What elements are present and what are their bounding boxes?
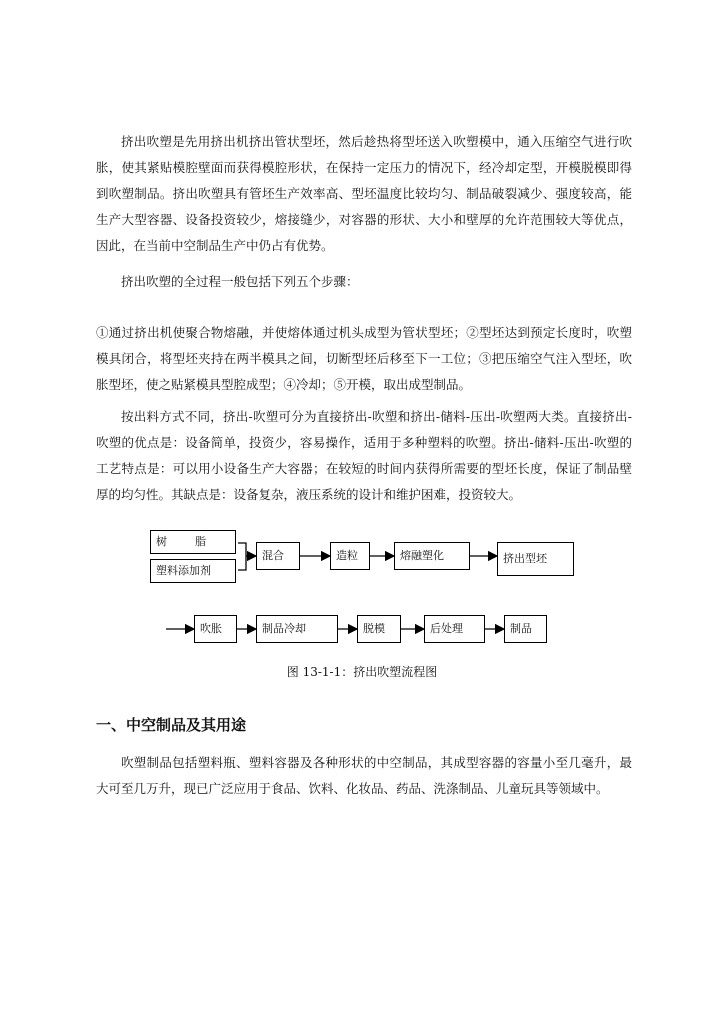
flow-input-additive: 塑料添加剂 [150,559,236,583]
figure-caption: 图 13-1-1：挤出吹塑流程图 [286,665,438,679]
flow-step-granulate: 造粒 [330,542,370,570]
paragraph-applications: 吹塑制品包括塑料瓶、塑料容器及各种形状的中空制品，其成型容器的容量小至几毫升，最大可至几万升，现已广泛应用于食品、饮料、化妆品、药品、洗涤制品、儿童玩具等领域中。 [96,755,632,796]
flow-step-cool: 制品冷却 [256,615,338,643]
flow-step-blow: 吹胀 [194,615,237,643]
flow-step-plasticize: 熔融塑化 [394,542,470,570]
paragraph-classification: 按出料方式不同，挤出-吹塑可分为直接挤出-吹塑和挤出-储料-压出-吹塑两大类。直接挤出-吹塑的优点是：设备简单，投资少，容易操作，适用于多种塑料的吹塑。挤出-储料-压出-吹塑的工艺特点是：可以用小设备生产大容器；在较短的时间内获得所需要的型坯长度，保证了制品壁厚的均匀性。其缺点是：设备复杂，液压系统的设计和维护困难，投资较大。 [96,409,632,502]
flow-input-resin: 树 脂 [150,530,236,554]
flow-step-mix: 混合 [256,542,300,570]
flow-step-extrude-parison: 挤出型坯 [497,542,574,576]
flow-step-product: 制品 [504,615,547,643]
flow-step-post-process: 后处理 [424,615,485,643]
paragraph-steps-intro: 挤出吹塑的全过程一般包括下列五个步骤： [121,274,359,289]
flow-step-demold: 脱模 [357,615,401,643]
paragraph-steps: ①通过挤出机使聚合物熔融，并使熔体通过机头成型为管状型坯；②型坯达到预定长度时，吹塑模具闭合，将型坯夹持在两半模具之间，切断型坯后移至下一工位；③把压缩空气注入型坯，吹胀型坯，使之贴紧模具型腔成型；④冷却；⑤开模，取出成型制品。 [96,325,632,392]
input-bracket [238,543,246,570]
paragraph-intro: 挤出吹塑是先用挤出机挤出管状型坯，然后趁热将型坯送入吹塑模中，通入压缩空气进行吹胀，使其紧贴模腔壁面而获得模腔形状，在保持一定压力的情况下，经冷却定型，开模脱模即得到吹塑制品。挤出吹塑具有管坯生产效率高、型坯温度比较均匀、制品破裂减少、强度较高，能生产大型容器、设备投资较少，熔接缝少，对容器的形状、大小和壁厚的允许范围较大等优点，因此，在当前中空制品生产中仍占有优势。 [96,134,632,253]
section-heading: 一、中空制品及其用途 [96,716,247,734]
